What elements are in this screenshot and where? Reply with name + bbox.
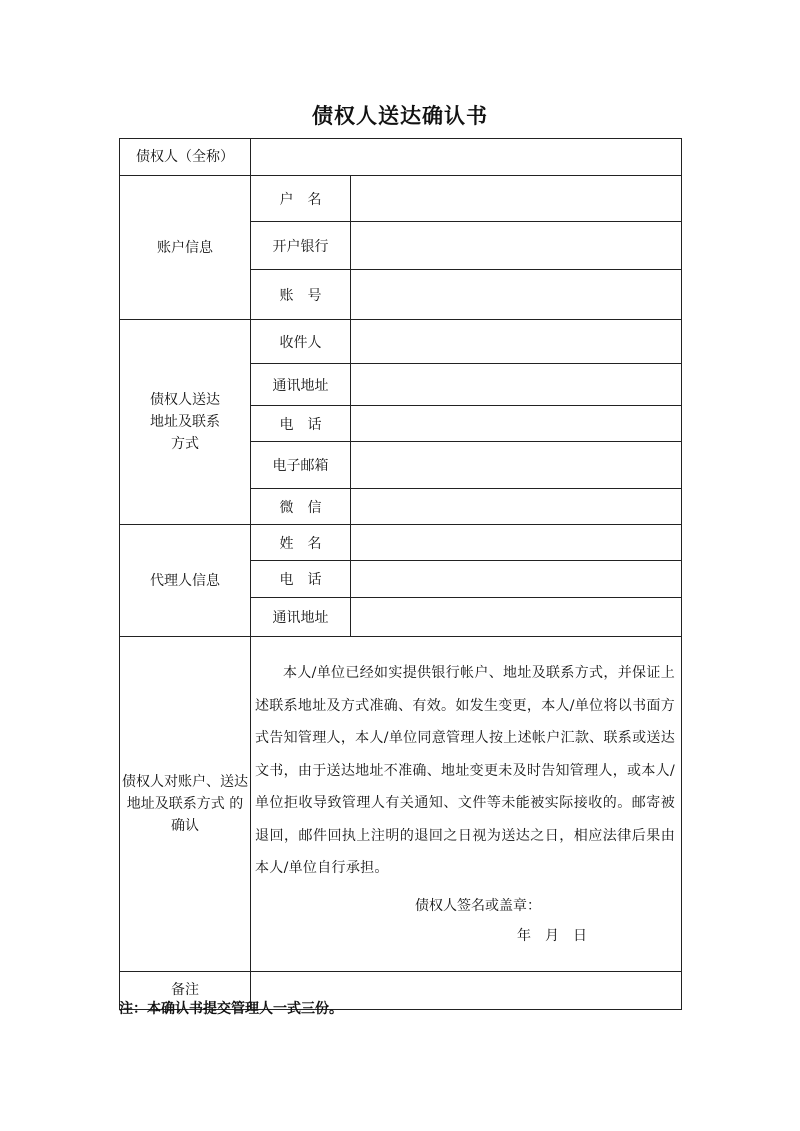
agent-phone-field[interactable] xyxy=(351,561,682,598)
bank-label: 开户银行 xyxy=(251,222,351,270)
footnote: 注：本确认书提交管理人一式三份。 xyxy=(119,1001,343,1017)
date-label: 年 月 日 xyxy=(517,927,587,944)
agent-info-label: 代理人信息 xyxy=(120,525,251,637)
contact-info-label xyxy=(120,320,251,525)
confirmation-label-line3: 确认 xyxy=(171,817,199,834)
recipient-field[interactable] xyxy=(351,320,682,364)
agent-name-row xyxy=(120,525,682,561)
agent-address-field[interactable] xyxy=(351,598,682,637)
account-number-field[interactable] xyxy=(351,270,682,320)
bank-field[interactable] xyxy=(351,222,682,270)
agent-name-label: 姓 名 xyxy=(251,525,351,561)
remarks-label: 备注 xyxy=(120,971,251,1009)
agent-name-field[interactable] xyxy=(351,525,682,561)
account-info-label: 账户信息 xyxy=(120,176,251,320)
email-field[interactable] xyxy=(351,442,682,489)
confirmation-label xyxy=(120,637,251,972)
document-title: 债权人送达确认书 xyxy=(312,104,488,128)
address-label: 通讯地址 xyxy=(251,364,351,406)
email-label: 电子邮箱 xyxy=(251,442,351,489)
wechat-field[interactable] xyxy=(351,489,682,525)
recipient-label: 收件人 xyxy=(251,320,351,364)
confirmation-label-line1: 债权人对账户、送达 xyxy=(122,773,248,790)
account-name-row xyxy=(120,176,682,222)
address-field[interactable] xyxy=(351,364,682,406)
confirmation-form-table xyxy=(119,138,682,1010)
creditor-name-field[interactable] xyxy=(251,139,682,176)
confirmation-statement: 本人/单位已经如实提供银行帐户、地址及联系方式，并保证上述联系地址及方式准确、有效。如发生变更，本人/单位将以书面方式告知管理人，本人/单位同意管理人按上述帐户汇款、联系或送达文书，由于送达地址不准确、地址变更未及时告知管理人，或本人/单位拒收导致管理人有关通知、文件等未能被实际接收的。邮寄被退回，邮件回执上注明的退回之日视为送达之日，相应法律后果由本人/单位自行承担。 xyxy=(255,665,675,876)
wechat-label: 微 信 xyxy=(251,489,351,525)
contact-info-label-line3: 方式 xyxy=(171,436,199,452)
phone-field[interactable] xyxy=(351,406,682,442)
confirmation-label-line2: 地址及联系方式 的 xyxy=(126,795,244,812)
confirmation-content xyxy=(251,637,682,972)
agent-phone-label: 电 话 xyxy=(251,561,351,598)
recipient-row xyxy=(120,320,682,364)
account-holder-label: 户 名 xyxy=(251,176,351,222)
signature-label: 债权人签名或盖章： xyxy=(415,897,541,914)
phone-label: 电 话 xyxy=(251,406,351,442)
account-holder-field[interactable] xyxy=(351,176,682,222)
creditor-name-label: 债权人（全称） xyxy=(120,139,251,176)
creditor-name-row xyxy=(120,139,682,176)
account-number-label: 账 号 xyxy=(251,270,351,320)
confirmation-row xyxy=(120,637,682,972)
agent-address-label: 通讯地址 xyxy=(251,598,351,637)
contact-info-label-line1: 债权人送达 xyxy=(150,392,220,408)
contact-info-label-line2: 地址及联系 xyxy=(150,414,220,430)
